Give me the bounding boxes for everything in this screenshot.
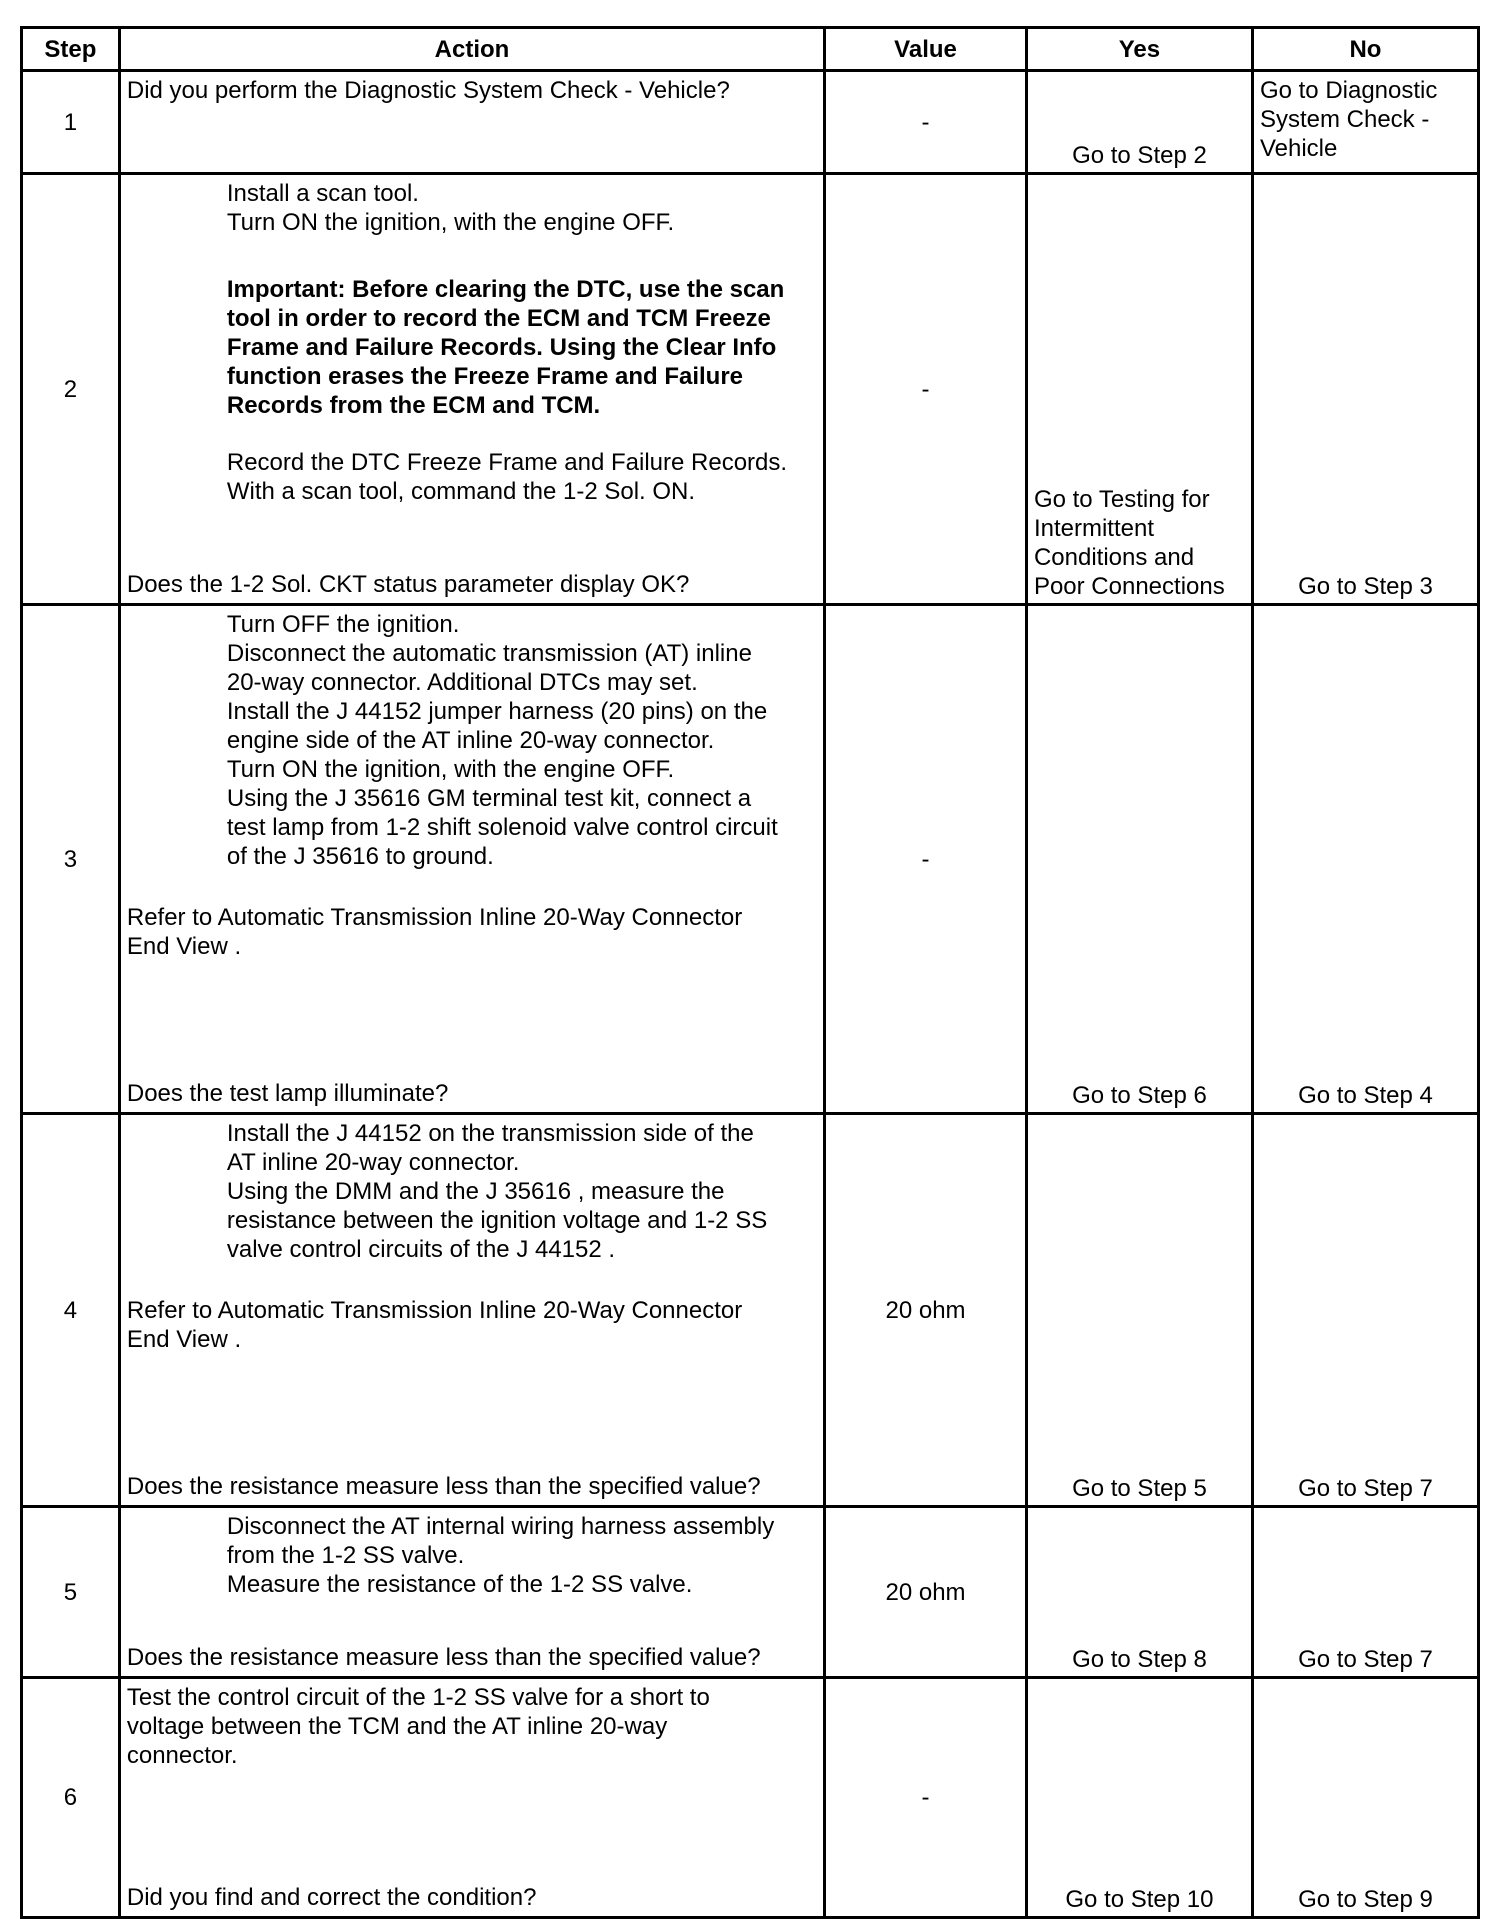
instruction-line: Install the J 44152 jumper harness (20 pins) on the	[226, 698, 768, 725]
yes-cell: Go to Step 5	[1026, 1114, 1252, 1507]
yes-line: Go to Testing for	[1033, 486, 1210, 513]
header-yes: Yes	[1026, 28, 1252, 71]
instruction-line: from the 1-2 SS valve.	[226, 1542, 465, 1569]
refer-line: Refer to Automatic Transmission Inline 20-Way Connector	[126, 904, 743, 931]
yes-line: Intermittent	[1033, 515, 1154, 542]
table-row-step-1	[22, 71, 1479, 174]
no-cell	[1252, 71, 1478, 174]
important-line: Frame and Failure Records. Using the Clear Info	[226, 334, 777, 361]
instruction-line: 20-way connector. Additional DTCs may set.	[226, 669, 698, 696]
instruction-line: Install a scan tool.	[226, 180, 419, 207]
instruction-line: Disconnect the AT internal wiring harness assembly	[226, 1513, 775, 1540]
instruction-line: Install the J 44152 on the transmission side of the	[226, 1120, 754, 1147]
no-cell: Go to Step 4	[1252, 605, 1478, 1114]
refer-line: Refer to Automatic Transmission Inline 20-Way Connector	[126, 1297, 743, 1324]
question-text: Did you perform the Diagnostic System Check - Vehicle?	[126, 77, 730, 104]
table-row-step-2	[22, 174, 1479, 605]
no-cell: Go to Step 7	[1252, 1114, 1478, 1507]
action-cell	[119, 174, 824, 605]
step-number: 6	[22, 1678, 120, 1918]
yes-line: Conditions and	[1033, 544, 1195, 571]
diagnostic-table-sheet	[20, 26, 1480, 1919]
no-line: System Check -	[1259, 106, 1430, 133]
table-row-step-5	[22, 1507, 1479, 1678]
table-row-step-4	[22, 1114, 1479, 1507]
refer-line: End View .	[126, 1326, 242, 1353]
refer-line: End View .	[126, 933, 242, 960]
important-line: tool in order to record the ECM and TCM Freeze	[226, 305, 771, 332]
action-cell	[119, 1507, 824, 1678]
value-cell: 20 ohm	[825, 1114, 1027, 1507]
instruction-line: Record the DTC Freeze Frame and Failure Records.	[226, 449, 788, 476]
instruction-line: AT inline 20-way connector.	[226, 1149, 520, 1176]
value-cell: -	[825, 605, 1027, 1114]
question-text: Did you find and correct the condition?	[126, 1884, 537, 1911]
yes-cell	[1026, 174, 1252, 605]
instruction-line: resistance between the ignition voltage and 1-2 SS	[226, 1207, 768, 1234]
step-number: 2	[22, 174, 120, 605]
instruction-line: Turn OFF the ignition.	[226, 611, 460, 638]
instruction-line: of the J 35616 to ground.	[226, 843, 494, 870]
yes-cell: Go to Step 6	[1026, 605, 1252, 1114]
question-text: Does the resistance measure less than the specified value?	[126, 1644, 761, 1671]
step-number: 4	[22, 1114, 120, 1507]
no-line: Go to Diagnostic	[1259, 77, 1438, 104]
value-cell: -	[825, 71, 1027, 174]
action-cell	[119, 605, 824, 1114]
action-cell	[119, 1678, 824, 1918]
question-text: Does the resistance measure less than the specified value?	[126, 1473, 761, 1500]
value-cell: -	[825, 1678, 1027, 1918]
header-step: Step	[22, 28, 120, 71]
no-cell: Go to Step 7	[1252, 1507, 1478, 1678]
table-row-step-3	[22, 605, 1479, 1114]
value-cell: 20 ohm	[825, 1507, 1027, 1678]
step-number: 3	[22, 605, 120, 1114]
instruction-line: engine side of the AT inline 20-way connector.	[226, 727, 715, 754]
no-cell: Go to Step 3	[1252, 174, 1478, 605]
value-cell: -	[825, 174, 1027, 605]
step-number: 1	[22, 71, 120, 174]
instruction-line: voltage between the TCM and the AT inline 20-way	[126, 1713, 668, 1740]
important-line: Records from the ECM and TCM.	[226, 392, 601, 419]
question-text: Does the 1-2 Sol. CKT status parameter display OK?	[126, 571, 690, 598]
instruction-line: connector.	[126, 1742, 238, 1769]
instruction-line: valve control circuits of the J 44152 .	[226, 1236, 616, 1263]
instruction-line: Disconnect the automatic transmission (AT) inline	[226, 640, 752, 667]
yes-line: Poor Connections	[1033, 573, 1225, 600]
instruction-line: Test the control circuit of the 1-2 SS valve for a short to	[126, 1684, 710, 1711]
header-value: Value	[825, 28, 1027, 71]
yes-cell: Go to Step 2	[1026, 71, 1252, 174]
table-row-step-6	[22, 1678, 1479, 1918]
important-line: Important: Before clearing the DTC, use the scan	[226, 276, 785, 303]
instruction-line: Turn ON the ignition, with the engine OFF.	[226, 209, 675, 236]
header-no: No	[1252, 28, 1478, 71]
action-cell	[119, 1114, 824, 1507]
important-note	[127, 275, 817, 420]
header-row	[22, 28, 1479, 71]
yes-cell: Go to Step 8	[1026, 1507, 1252, 1678]
instruction-line: With a scan tool, command the 1-2 Sol. ON.	[226, 478, 696, 505]
important-line: function erases the Freeze Frame and Failure	[226, 363, 744, 390]
instruction-line: Using the DMM and the J 35616 , measure the	[226, 1178, 725, 1205]
instruction-line: Turn ON the ignition, with the engine OFF.	[226, 756, 675, 783]
no-cell: Go to Step 9	[1252, 1678, 1478, 1918]
action-cell	[119, 71, 824, 174]
no-line: Vehicle	[1259, 135, 1338, 162]
question-text: Does the test lamp illuminate?	[126, 1080, 449, 1107]
instruction-line: Measure the resistance of the 1-2 SS valve.	[226, 1571, 693, 1598]
instruction-line: Using the J 35616 GM terminal test kit, connect a	[226, 785, 752, 812]
yes-cell: Go to Step 10	[1026, 1678, 1252, 1918]
instruction-line: test lamp from 1-2 shift solenoid valve control circuit	[226, 814, 778, 841]
header-action: Action	[119, 28, 824, 71]
step-number: 5	[22, 1507, 120, 1678]
diagnostic-table	[20, 26, 1480, 1919]
